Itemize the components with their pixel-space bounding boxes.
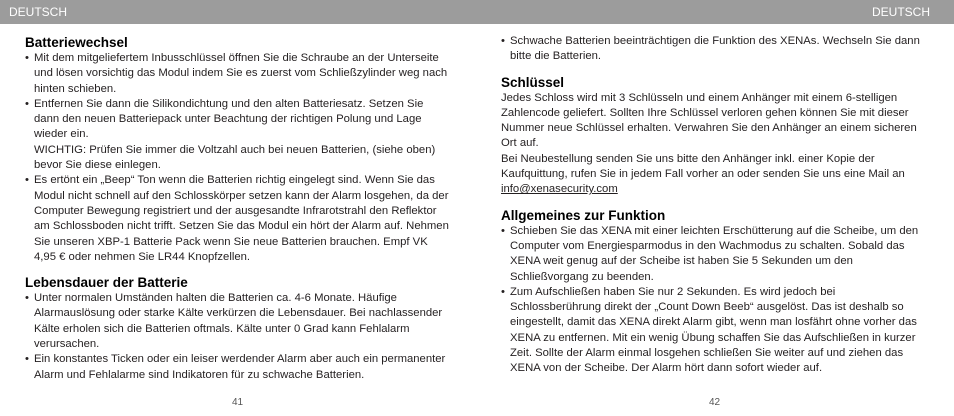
intro-list bbox=[501, 34, 928, 65]
page-number-right: 42 bbox=[709, 397, 721, 408]
header-bar bbox=[0, 0, 954, 24]
funktion-list bbox=[501, 224, 928, 377]
email-link[interactable]: info@xenasecurity.com bbox=[501, 183, 618, 196]
neubestellung-text: Bei Neubestellung senden Sie uns bitte den Anhänger inkl. einer Kopie der Kaufquittung, rufen Sie in jedem Fall vorher an oder senden Sie uns eine Mail an bbox=[501, 152, 905, 181]
list-item: • Schieben Sie das XENA mit einer leichten Erschütterung auf die Scheibe, um den Computer vom Energiesparmodus in den Wachmodus zu schalten. Sobald das XENA weit genug auf der Scheibe ist haben Sie 5 Sekunden um den Schließvorgang zu beenden. bbox=[501, 224, 928, 285]
list-item: • Mit dem mitgeliefertem Inbusschlüssel öffnen Sie die Schraube an der Unterseite und lösen vorsichtig das Modul indem Sie es zuerst vom Schließzylinder weg nach hinten schieben. bbox=[25, 51, 450, 97]
lebensdauer-list bbox=[25, 291, 450, 383]
list-item: • Schwache Batterien beeinträchtigen die Funktion des XENAs. Wechseln Sie dann bitte die Batterien. bbox=[501, 34, 928, 65]
language-label-right: DEUTSCH bbox=[871, 5, 930, 19]
section-title-lebensdauer: Lebensdauer der Batterie bbox=[25, 275, 188, 291]
batteriewechsel-list bbox=[25, 51, 450, 143]
list-item: • Es ertönt ein „Beep“ Ton wenn die Batterien richtig eingelegt sind. Wenn Sie das Modul nicht schnell auf den Schlosskörper setzen kann der Alarm losgehen, da der Computer Bewegung registriert und der ausgesandte Infrarotstrahl den Reflektor am Schlossboden nicht trifft. Setzen Sie das Modul ein hört der Alarm auf. Nehmen Sie unseren XBP-1 Batterie Pack wenn Sie neue Batterien brauchen. Empf VK 4,95 € oder nehmen Sie LR44 Knopfzellen. bbox=[25, 173, 450, 265]
list-item: • Entfernen Sie dann die Silikondichtung und den alten Batteriesatz. Setzen Sie dann den neuen Batteriepack unter Beachtung der richtigen Polung und Lage wieder ein. bbox=[25, 97, 450, 143]
section-title-schluessel: Schlüssel bbox=[501, 74, 565, 90]
right-page bbox=[501, 34, 928, 377]
neubestellung-paragraph bbox=[501, 152, 928, 198]
list-item: • Ein konstantes Ticken oder ein leiser werdender Alarm aber auch ein permanenter Alarm und Fehlalarme sind Indikatoren für zu schwache Batterien. bbox=[25, 352, 450, 383]
language-label-left: DEUTSCH bbox=[9, 5, 68, 19]
batteriewechsel-list-cont bbox=[25, 173, 450, 265]
page-number-left: 41 bbox=[232, 397, 244, 408]
schluessel-paragraph: Jedes Schloss wird mit 3 Schlüsseln und einem Anhänger mit einem 6-stelligen Zahlencode geliefert. Sollten Ihre Schlüssel verloren gehen können Sie mit dieser Nummer neue Schlüssel erhalten. Verwahren Sie den Anhänger an einem sicheren Ort auf. bbox=[501, 91, 917, 150]
section-title-batteriewechsel: Batteriewechsel bbox=[25, 35, 128, 50]
list-item: • Zum Aufschließen haben Sie nur 2 Sekunden. Es wird jedoch bei Schlossberührung direkt der „Count Down Beeb“ ausgelöst. Das ist deshalb so eingestellt, damit das XENA direkt Alarm gibt, wenn man losfährt ohne vorher das XENA zu entfernen. Mit ein wenig Übung schaffen Sie das Aufschließen in kurzer Zeit. Sollte der Alarm einmal losgehen schließen Sie weiter auf und ziehen das XENA von der Scheibe. Der Alarm hört dann sofort wieder auf. bbox=[501, 285, 928, 377]
list-item: • Unter normalen Umständen halten die Batterien ca. 4-6 Monate. Häufige Alarmauslösung oder starke Kälte verkürzen die Lebensdauer. Bei nachlassender Kälte erholen sich die Batterien oftmals. Kälte unter 0 Grad kann Fehlalarm verursachen. bbox=[25, 291, 450, 352]
warning-note: WICHTIG: Prüfen Sie immer die Voltzahl auch bei neuen Batterien, (siehe oben) bevor Sie diese einlegen. bbox=[34, 143, 436, 172]
left-page bbox=[25, 34, 450, 383]
section-title-funktion: Allgemeines zur Funktion bbox=[501, 207, 666, 223]
